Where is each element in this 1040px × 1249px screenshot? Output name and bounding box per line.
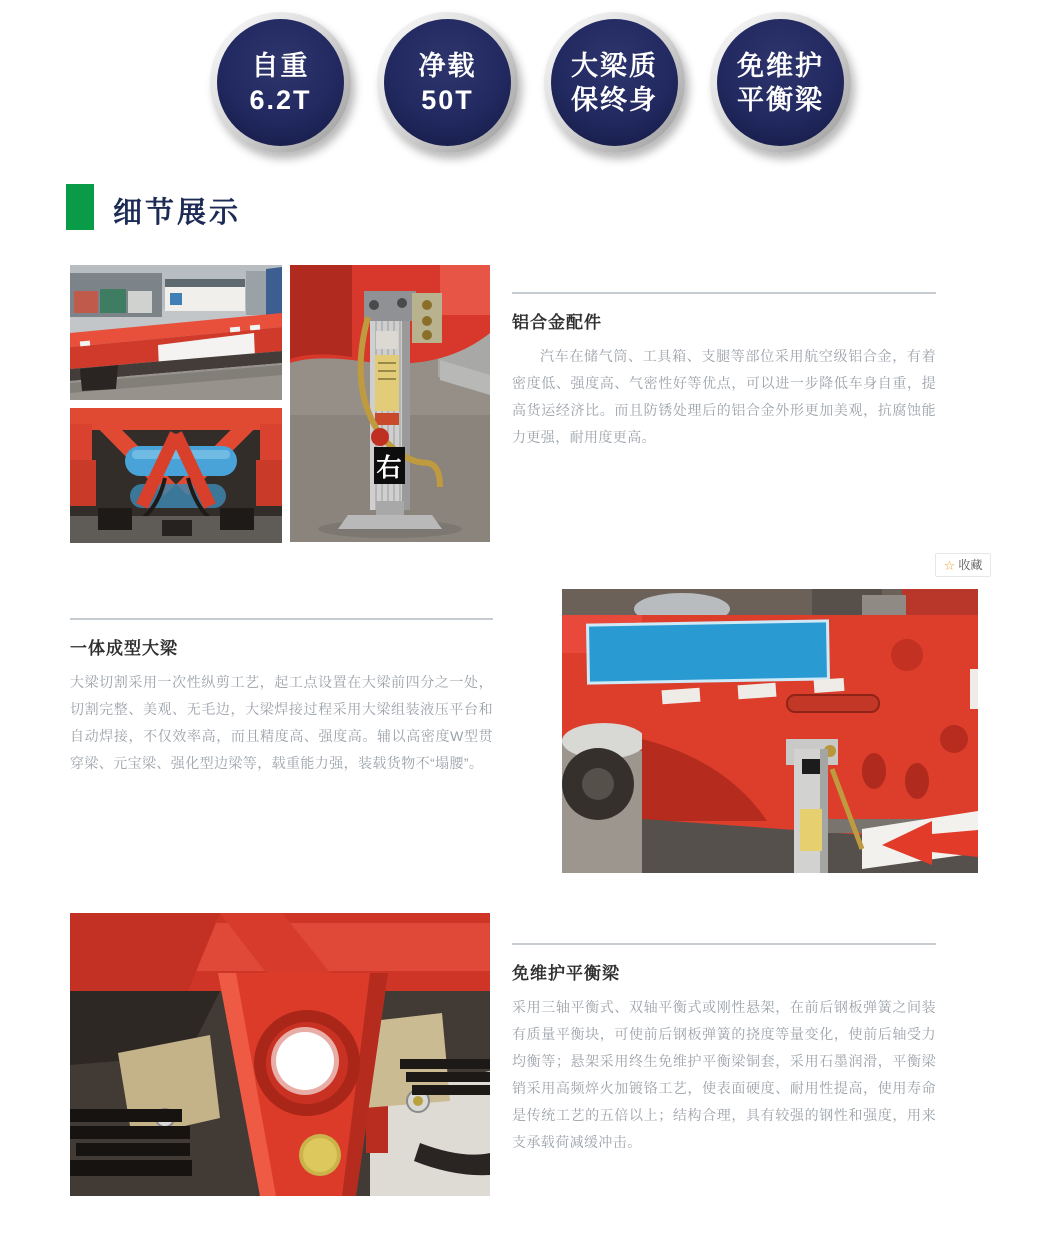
stat-badge-self-weight bbox=[210, 12, 351, 153]
stat-badge-face bbox=[384, 19, 511, 146]
article-body: 汽车在储气筒、工具箱、支腿等部位采用航空级铝合金，有着密度低、强度高、气密性好等优点，可以进一步降低车身自重，提高货运经济比。而且防锈处理后的铝合金外形更加美观，抗腐蚀能力更强，耐用度更高。 bbox=[512, 348, 936, 445]
article-body: 大梁切割采用一次性纵剪工艺，起工点设置在大梁前四分之一处，切割完整、美观、无毛边，大梁焊接过程采用大梁组装液压平台和自动焊接，不仅效率高，而且精度高、强度高。辅以高密度W型贯穿梁、元宝梁、强化型边梁等，载重能力强，装载货物不“塌腰”。 bbox=[70, 674, 493, 771]
rear-underside-illustration bbox=[70, 408, 282, 543]
badge-label: 平衡梁 bbox=[737, 84, 824, 115]
badge-label: 免维护 bbox=[737, 50, 824, 81]
badge-label: 净载 bbox=[418, 50, 477, 81]
badge-value: 50T bbox=[421, 84, 474, 115]
balance-beam-illustration bbox=[70, 913, 490, 1196]
badge-value: 6.2T bbox=[249, 84, 312, 115]
leg-direction-sticker: 右 bbox=[376, 454, 402, 482]
article-title: 一体成型大梁 bbox=[70, 639, 178, 658]
favorite-button[interactable] bbox=[935, 553, 991, 577]
badge-label: 自重 bbox=[251, 50, 310, 81]
stat-badge-balance-beam bbox=[710, 12, 851, 153]
article-title: 免维护平衡梁 bbox=[512, 964, 620, 983]
flatbed-side-illustration bbox=[70, 265, 282, 400]
photo-rear-underside bbox=[70, 408, 282, 543]
photo-landing-leg bbox=[290, 265, 490, 542]
section-title: 细节展示 bbox=[113, 197, 242, 229]
green-accent-block bbox=[66, 184, 94, 230]
stat-badge-face bbox=[217, 19, 344, 146]
star-icon: ☆ bbox=[943, 557, 956, 573]
photo-flatbed-side bbox=[70, 265, 282, 400]
stat-badge-net-load bbox=[377, 12, 518, 153]
photo-balance-beam bbox=[70, 913, 490, 1196]
article-balance-beam bbox=[512, 943, 936, 1156]
stat-badge-beam-warranty bbox=[544, 12, 685, 153]
badge-label: 大梁质 bbox=[571, 50, 658, 81]
landing-leg-illustration bbox=[290, 265, 490, 542]
gooseneck-illustration bbox=[562, 589, 978, 873]
divider-line bbox=[512, 943, 936, 945]
article-one-piece-beam bbox=[70, 618, 493, 777]
article-body: 采用三轴平衡式、双轴平衡式或刚性悬架，在前后钢板弹簧之间装有质量平衡块，可使前后钢板弹簧的挠度等量变化，使前后轴受力均衡等；悬架采用终生免维护平衡梁铜套，采用石墨润滑，平衡梁销采用高频焠火加镀铬工艺，使表面硬度、耐用性提高，使用寿命是传统工艺的五倍以上；结构合理，具有较强的钢性和强度，用来支承载荷减缓冲击。 bbox=[512, 999, 936, 1150]
stat-badge-face bbox=[717, 19, 844, 146]
photo-gooseneck-beam bbox=[562, 589, 978, 873]
divider-line bbox=[512, 292, 936, 294]
favorite-label: 收藏 bbox=[958, 558, 983, 572]
badge-label: 保终身 bbox=[571, 84, 658, 115]
stat-badge-face bbox=[551, 19, 678, 146]
article-aluminum-alloy bbox=[512, 292, 936, 451]
article-title: 铝合金配件 bbox=[512, 313, 602, 332]
divider-line bbox=[70, 618, 493, 620]
